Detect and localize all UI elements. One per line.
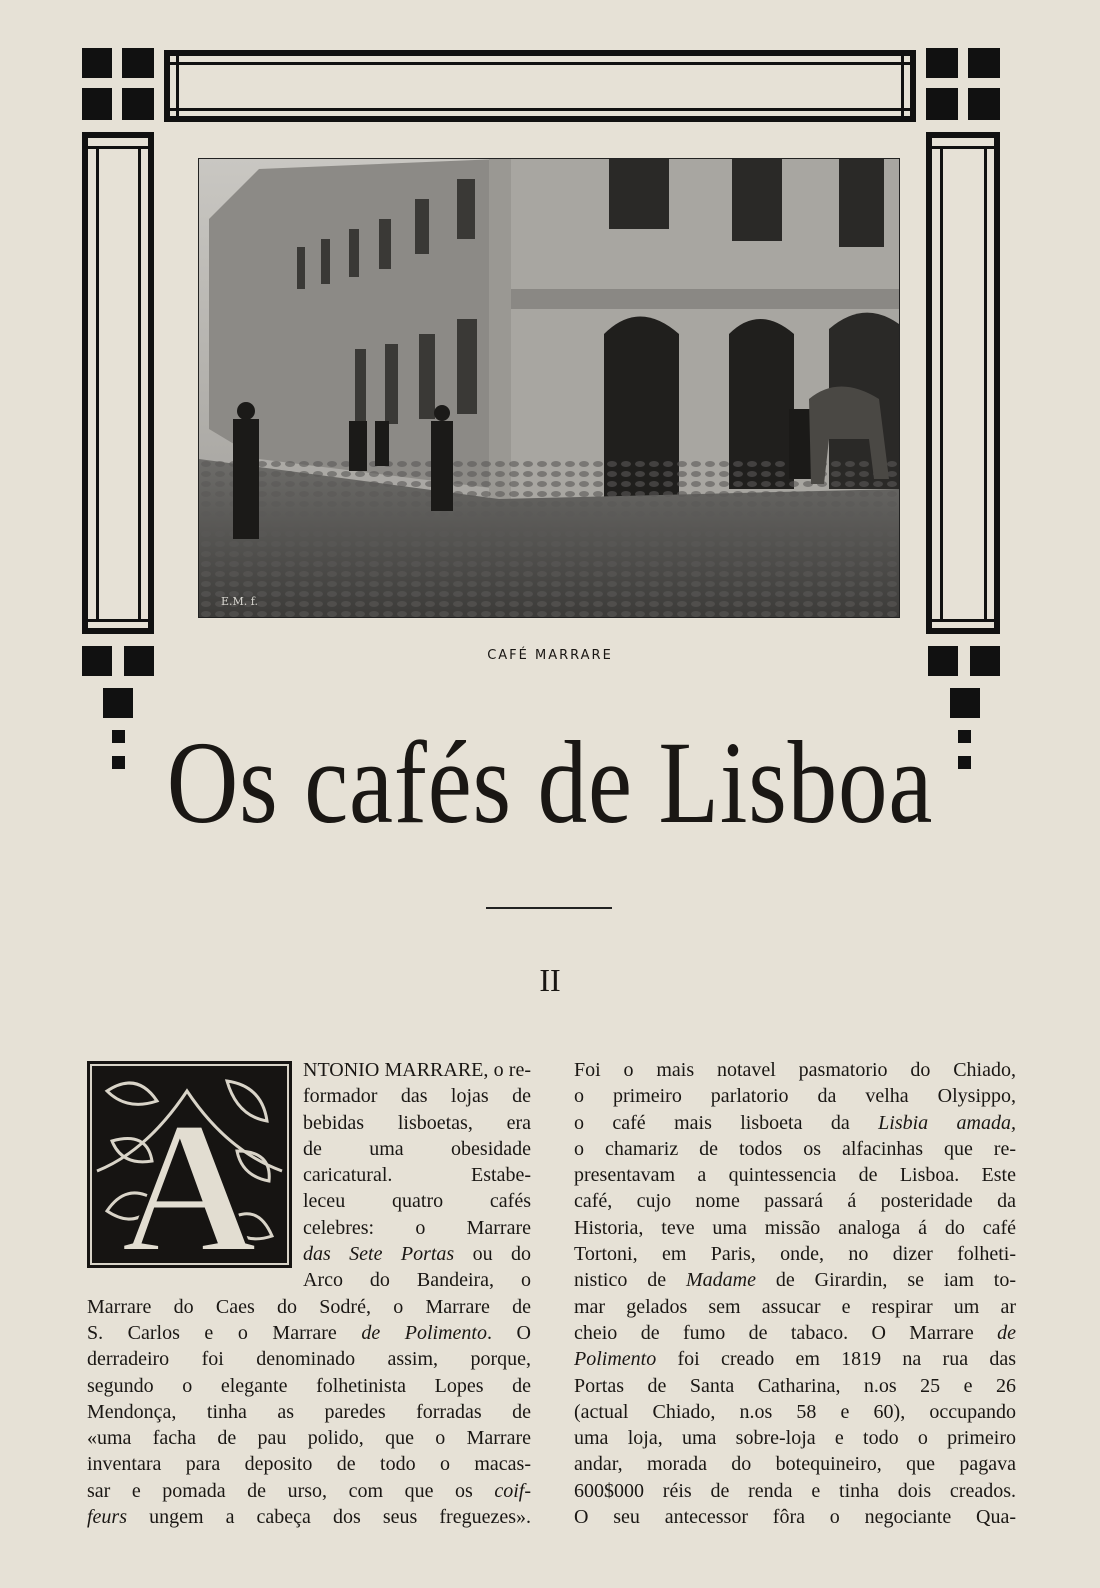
text-line: segundo o elegante folhetinista Lopes de bbox=[87, 1374, 531, 1397]
text-line: de uma obesidade bbox=[303, 1137, 531, 1160]
text-line: celebres: o Marrare bbox=[303, 1216, 531, 1239]
text-line: formador das lojas de bbox=[303, 1085, 531, 1108]
text-line: Historia, teve uma missão analoga á do café bbox=[574, 1216, 1016, 1239]
text-line: Mendonça, tinha as paredes forradas de bbox=[87, 1400, 531, 1423]
text-line: cheio de fumo de tabaco. O Marrare de bbox=[574, 1321, 1016, 1344]
text-line: NTONIO MARRARE, o re- bbox=[303, 1059, 531, 1081]
photo-caption: CAFÉ MARRARE bbox=[487, 648, 613, 663]
text-line: sar e pomada de urso, com que os coif- bbox=[87, 1479, 531, 1502]
cafe-marrare-photograph bbox=[198, 158, 900, 618]
text-line: (actual Chiado, n.os 58 e 60), occupando bbox=[574, 1400, 1016, 1423]
text-line: Foi o mais notavel pasmatorio do Chiado, bbox=[574, 1059, 1016, 1081]
text-line: o café mais lisboeta da Lisbia amada, bbox=[574, 1111, 1016, 1134]
text-line: o chamariz de todos os alfacinhas que re- bbox=[574, 1137, 1016, 1160]
text-line: 600$000 réis de renda e tinha dois creados. bbox=[574, 1479, 1016, 1502]
title-divider bbox=[486, 907, 612, 909]
text-line: nistico de Madame de Girardin, se iam to- bbox=[574, 1269, 1016, 1292]
left-text-column bbox=[87, 1057, 531, 1530]
article-title: Os cafés de Lisboa bbox=[166, 717, 934, 848]
text-line: derradeiro foi denominado assim, porque, bbox=[87, 1348, 531, 1371]
text-line: Portas de Santa Catharina, n.os 25 e 26 bbox=[574, 1374, 1016, 1397]
text-line: O seu antecessor fôra o negociante Qua- bbox=[574, 1506, 1016, 1529]
text-line: das Sete Portas ou do bbox=[303, 1243, 531, 1266]
text-line: Polimento foi creado em 1819 na rua das bbox=[574, 1348, 1016, 1371]
text-line: o primeiro parlatorio da velha Olysippo, bbox=[574, 1085, 1016, 1108]
right-text-column bbox=[574, 1057, 1016, 1530]
text-line: S. Carlos e o Marrare de Polimento. O bbox=[87, 1321, 531, 1344]
text-line: Tortoni, em Paris, onde, no dizer folheti- bbox=[574, 1243, 1016, 1266]
text-line: feurs ungem a cabeça dos seus freguezes». bbox=[87, 1506, 531, 1529]
text-line: café, cujo nome passará á posteridade da bbox=[574, 1190, 1016, 1213]
text-line: andar, morada do botequineiro, que pagava bbox=[574, 1453, 1016, 1476]
text-line: inventara para deposito de todo o macas- bbox=[87, 1453, 531, 1476]
opening-name: NTONIO MARRARE bbox=[303, 1059, 484, 1081]
text-line: Marrare do Caes do Sodré, o Marrare de bbox=[87, 1295, 531, 1318]
text-line: caricatural. Estabe- bbox=[303, 1164, 531, 1187]
drop-cap-letter: A bbox=[120, 1083, 258, 1268]
text-line: mar gelados sem assucar e respirar um ar bbox=[574, 1295, 1016, 1318]
text-line: Arco do Bandeira, o bbox=[303, 1269, 531, 1292]
text-line: uma loja, uma sobre-loja e todo o primeiro bbox=[574, 1427, 1016, 1450]
text-line: leceu quatro cafés bbox=[303, 1190, 531, 1213]
text-line: «uma facha de pau polido, que o Marrare bbox=[87, 1427, 531, 1450]
text-line: bebidas lisboetas, era bbox=[303, 1111, 531, 1134]
photo-signature: E.M. f. bbox=[221, 595, 258, 608]
section-numeral: II bbox=[539, 962, 561, 998]
text-line: presentavam a quintessencia de Lisboa. Este bbox=[574, 1164, 1016, 1187]
